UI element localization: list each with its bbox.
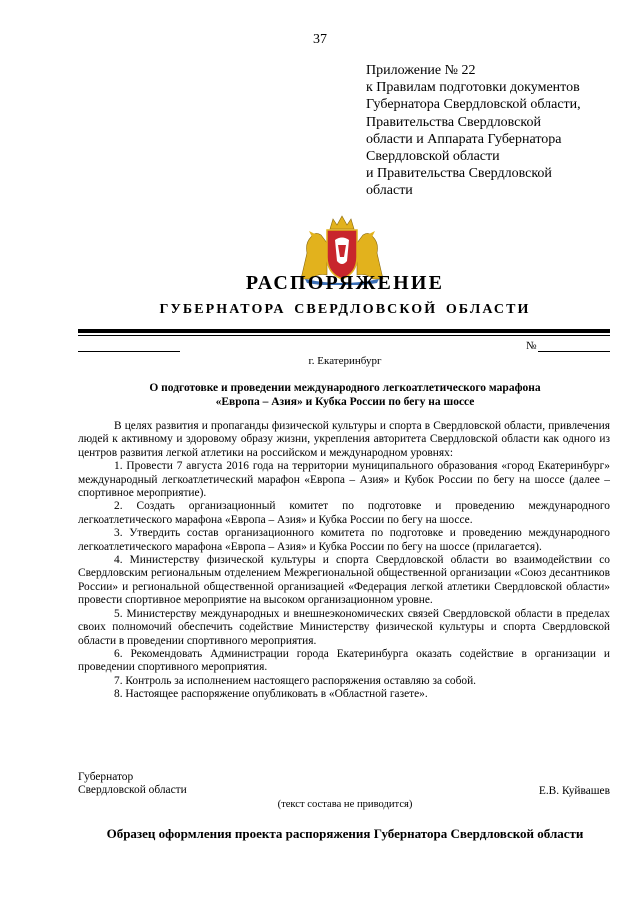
date-blank-line xyxy=(78,351,180,352)
subject-line: О подготовке и проведении международного легкоатлетического марафона xyxy=(149,382,541,394)
signature-position xyxy=(78,771,187,798)
body-paragraph: 7. Контроль за исполнением настоящего распоряжения оставляю за собой. xyxy=(114,674,477,687)
appendix-line: Приложение № 22 xyxy=(366,63,476,78)
body-paragraph: 3. Утвердить состав организационного комитета по подготовке и проведению международного легкоатлетического марафона «Европа – Азия» и Кубка России по бегу на шоссе (прилагается). xyxy=(78,527,610,553)
appendix-line: Свердловской области xyxy=(366,149,500,165)
document-issuer: ГУБЕРНАТОРА СВЕРДЛОВСКОЙ ОБЛАСТИ xyxy=(159,302,531,317)
appendix-line: и Правительства Свердловской xyxy=(366,166,552,182)
document-body xyxy=(78,420,610,702)
composition-note: (текст состава не приводится) xyxy=(277,799,413,810)
signature-name: Е.В. Куйвашев xyxy=(538,785,610,797)
signature-position-line: Свердловской области xyxy=(78,784,187,797)
header-rule-thin xyxy=(78,335,610,336)
number-blank-line xyxy=(538,351,610,352)
header-rule-thick xyxy=(78,329,610,333)
sample-caption: Образец оформления проекта распоряжения Губернатора Свердловской области xyxy=(106,826,584,841)
appendix-line: Губернатора Свердловской области, xyxy=(366,97,581,113)
body-paragraph: 8. Настоящее распоряжение опубликовать в «Областной газете». xyxy=(114,688,428,701)
body-paragraph: 1. Провести 7 августа 2016 года на территории муниципального образования «город Екатеринбург» международный легкоатлетический марафон «Европа – Азия» и Кубок России по бегу на шоссе (далее – спортивное мероприятие). xyxy=(78,460,610,500)
body-paragraph: 6. Рекомендовать Администрации города Екатеринбурга оказать содействие в организации и проведении спортивного мероприятия. xyxy=(78,647,610,674)
appendix-line: Правительства Свердловской xyxy=(366,114,541,130)
body-paragraph: 4. Министерству физической культуры и спорта Свердловской области во взаимодействии со Свердловским региональным отделением Межрегиональной общественной организации «Союз десантников России» и региональной общественной организацией «Федерация легкой атлетики Свердловской области» провести спортивное мероприятие на высоком организационном уровне. xyxy=(78,554,610,607)
signature-position-line: Губернатор xyxy=(78,771,134,783)
document-subject xyxy=(0,382,640,409)
appendix-line: области xyxy=(366,183,413,199)
subject-line: «Европа – Азия» и Кубка России по бегу на шоссе xyxy=(215,395,475,408)
body-paragraph: В целях развития и пропаганды физической культуры и спорта в Свердловской области, привлечения людей к активному и здоровому образу жизни, укрепления авторитета Свердловской области как одного из центров развития легкой атлетики на российском и международном уровнях: xyxy=(78,420,610,459)
body-paragraph: 2. Создать организационный комитет по подготовке и проведению международного легкоатлетического марафона «Европа – Азия» и Кубка России по бегу на шоссе. xyxy=(78,500,610,526)
number-label: № xyxy=(526,340,537,352)
appendix-line: области и Аппарата Губернатора xyxy=(366,131,562,147)
document-title: РАСПОРЯЖЕНИЕ xyxy=(245,272,445,294)
appendix-block xyxy=(366,62,616,200)
appendix-line: к Правилам подготовки документов xyxy=(366,80,580,96)
page-number: 37 xyxy=(313,32,327,47)
body-paragraph: 5. Министерству международных и внешнеэкономических связей Свердловской области в пределах своих полномочий обеспечить содействие Министерству физической культуры и спорта Свердловской области в проведении спортивного мероприятия. xyxy=(78,607,610,647)
city: г. Екатеринбург xyxy=(308,355,382,367)
